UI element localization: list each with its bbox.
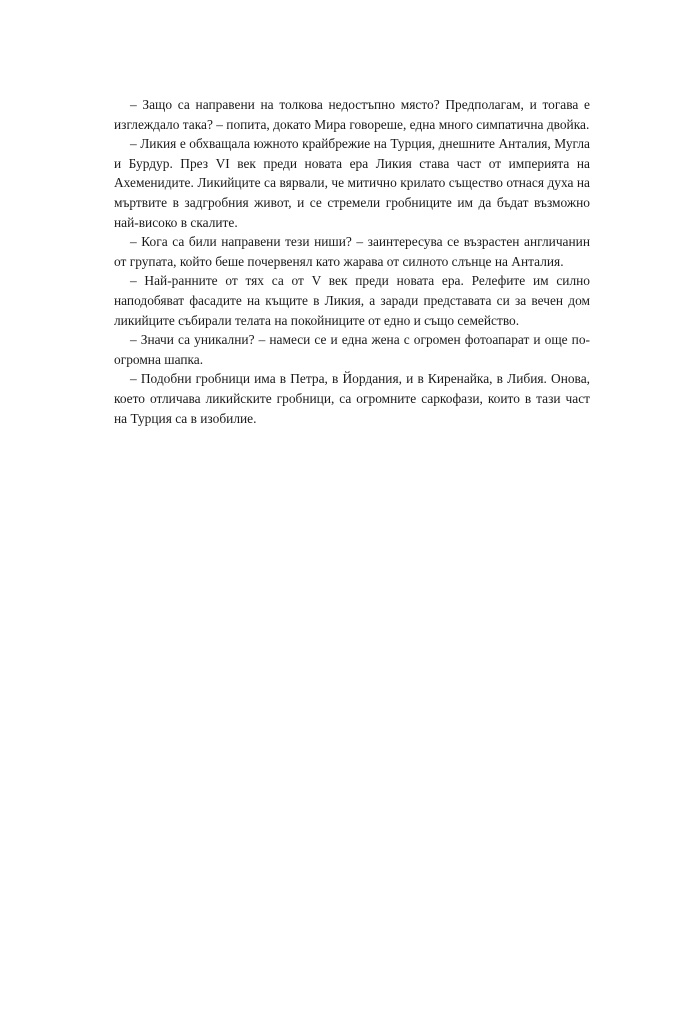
paragraph: – Ликия е обхващала южното крайбрежие на Турция, днешните Анталия, Мугла и Бурдур. През VI век преди новата ера Ликия става част от империята на Ахеменидите. Ликийците са вярвали, че митично крилато същество отнася духа на мъртвите в задгробния живот, и се стремели гробниците им да бъдат възможно най-високо в скалите. xyxy=(114,136,590,230)
paragraph: – Най-ранните от тях са от V век преди новата ера. Релефите им силно наподобяват фасадите на къщите в Ликия, а заради представата си за вечен дом ликийците събирали телата на покойниците от едно и също семейство. xyxy=(114,273,590,328)
body-text xyxy=(114,95,590,428)
paragraph: – Подобни гробници има в Петра, в Йордания, и в Киренайка, в Либия. Онова, което отличава ликийските гробници, са огромните саркофази, които в тази част на Турция са в изобилие. xyxy=(114,371,590,426)
paragraph: – Значи са уникални? – намеси се и една жена с огромен фотоапарат и още по-огромна шапка. xyxy=(114,332,590,367)
paragraph: – Защо са направени на толкова недостъпно място? Предполагам, и тогава е изглеждало така? – попита, докато Мира говореше, една много симпатична двойка. xyxy=(114,97,590,132)
paragraph: – Кога са били направени тези ниши? – заинтересува се възрастен англичанин от групата, който беше почервенял като жарава от силното слънце на Анталия. xyxy=(114,234,590,269)
